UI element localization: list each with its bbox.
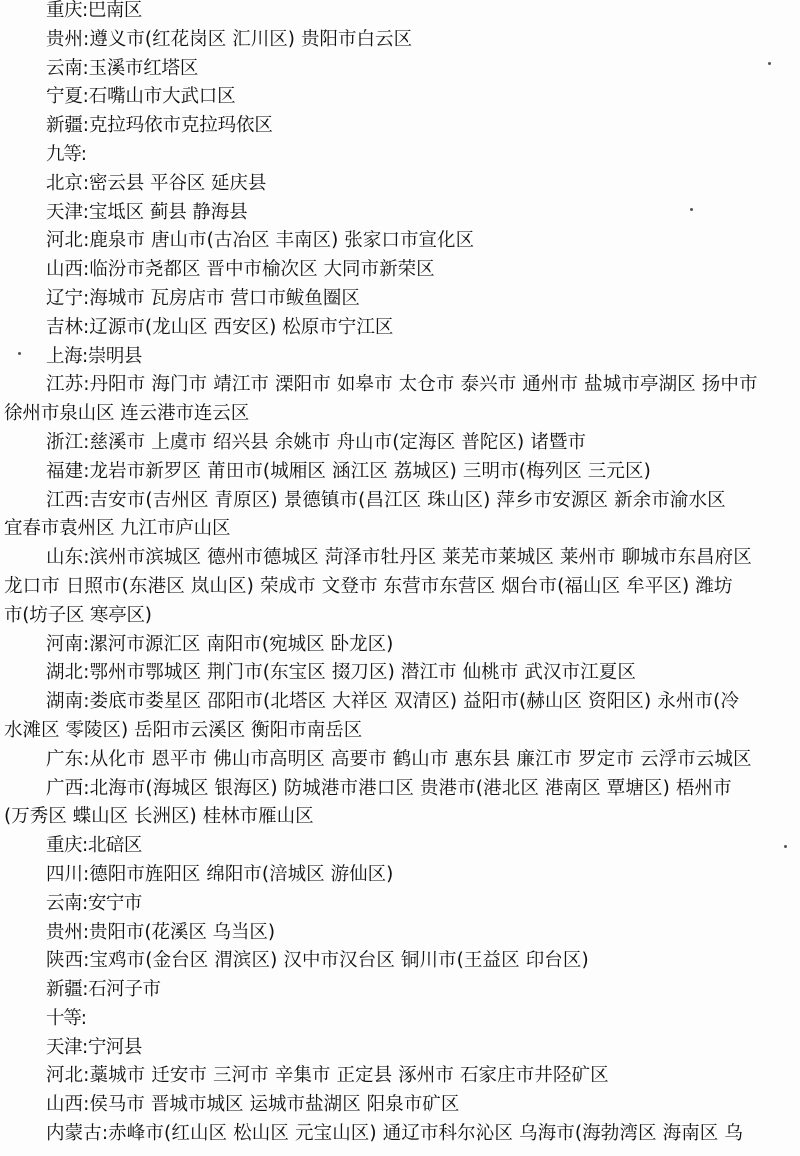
text-line: 辽宁:海城市 瓦房店市 营口市鲅鱼圈区 bbox=[46, 287, 360, 309]
scan-speck bbox=[768, 62, 771, 65]
text-line-continuation: 徐州市泉山区 连云港市连云区 bbox=[4, 403, 250, 425]
text-line: 福建:龙岩市新罗区 莆田市(城厢区 涵江区 荔城区) 三明市(梅列区 三元区) bbox=[46, 460, 651, 482]
text-line: 天津:宝坻区 蓟县 静海县 bbox=[46, 201, 248, 223]
text-line: 北京:密云县 平谷区 延庆县 bbox=[46, 172, 267, 194]
text-line: 内蒙古:赤峰市(红山区 松山区 元宝山区) 通辽市科尔沁区 乌海市(海勃湾区 海南区 乌 bbox=[46, 1123, 744, 1145]
text-line: 山西:侯马市 晋城市城区 运城市盐湖区 阳泉市矿区 bbox=[46, 1094, 460, 1116]
text-line: 山东:滨州市滨城区 德州市德城区 菏泽市牡丹区 莱芜市莱城区 莱州市 聊城市东昌府区 bbox=[46, 547, 752, 569]
text-line: 山西:临汾市尧都区 晋中市榆次区 大同市新荣区 bbox=[46, 259, 435, 281]
text-line: 云南:玉溪市红塔区 bbox=[46, 57, 199, 79]
text-line: 湖南:娄底市娄星区 邵阳市(北塔区 大祥区 双清区) 益阳市(赫山区 资阳区) 永州市(冷 bbox=[46, 691, 740, 713]
text-line: 上海:崇明县 bbox=[46, 345, 142, 367]
text-line: 浙江:慈溪市 上虞市 绍兴县 余姚市 舟山市(定海区 普陀区) 诸暨市 bbox=[46, 431, 587, 453]
text-line-continuation: 龙口市 日照市(东港区 岚山区) 荣成市 文登市 东营市东营区 烟台市(福山区 牟平区) 潍坊 bbox=[4, 575, 733, 597]
text-line: 江西:吉安市(吉州区 青原区) 景德镇市(昌江区 珠山区) 萍乡市安源区 新余市渝水区 bbox=[46, 489, 726, 511]
text-line-continuation: (万秀区 蝶山区 长洲区) 桂林市雁山区 bbox=[4, 806, 314, 828]
text-line: 湖北:鄂州市鄂城区 荆门市(东宝区 掇刀区) 潜江市 仙桃市 武汉市江夏区 bbox=[46, 662, 636, 684]
text-line: 重庆:巴南区 bbox=[46, 0, 142, 21]
text-line: 新疆:克拉玛依市克拉玛依区 bbox=[46, 115, 273, 137]
text-line: 河南:漯河市源汇区 南阳市(宛城区 卧龙区) bbox=[46, 633, 394, 655]
text-line: 十等: bbox=[46, 1007, 86, 1029]
text-line: 贵州:贵阳市(花溪区 乌当区) bbox=[46, 921, 275, 943]
text-line: 河北:鹿泉市 唐山市(古冶区 丰南区) 张家口市宣化区 bbox=[46, 230, 475, 252]
text-line: 陕西:宝鸡市(金台区 渭滨区) 汉中市汉台区 铜川市(王益区 印台区) bbox=[46, 950, 589, 972]
text-line: 江苏:丹阳市 海门市 靖江市 溧阳市 如皋市 太仓市 泰兴市 通州市 盐城市亭湖区 扬中市 bbox=[46, 374, 758, 396]
scan-speck bbox=[784, 845, 787, 848]
text-line: 广东:从化市 恩平市 佛山市高明区 高要市 鹤山市 惠东县 廉江市 罗定市 云浮市云城区 bbox=[46, 748, 752, 770]
text-line: 吉林:辽源市(龙山区 西安区) 松原市宁江区 bbox=[46, 316, 394, 338]
text-line-continuation: 市(坊子区 寒亭区) bbox=[4, 604, 152, 626]
text-line: 河北:藁城市 迁安市 三河市 辛集市 正定县 涿州市 石家庄市井陉矿区 bbox=[46, 1065, 609, 1087]
text-line-continuation: 水滩区 零陵区) 岳阳市云溪区 衡阳市南岳区 bbox=[4, 719, 363, 741]
text-line: 四川:德阳市旌阳区 绵阳市(涪城区 游仙区) bbox=[46, 863, 394, 885]
text-line: 九等: bbox=[46, 143, 86, 165]
scan-speck bbox=[18, 352, 21, 355]
text-line: 宁夏:石嘴山市大武口区 bbox=[46, 86, 236, 108]
scan-speck bbox=[690, 208, 693, 211]
text-line: 云南:安宁市 bbox=[46, 892, 142, 914]
text-line: 广西:北海市(海城区 银海区) 防城港市港口区 贵港市(港北区 港南区 覃塘区) 梧州市 bbox=[46, 777, 732, 799]
text-line: 新疆:石河子市 bbox=[46, 979, 161, 1001]
text-line: 重庆:北碚区 bbox=[46, 835, 142, 857]
text-line-continuation: 宜春市袁州区 九江市庐山区 bbox=[4, 518, 231, 540]
text-line: 天津:宁河县 bbox=[46, 1036, 142, 1058]
text-line: 贵州:遵义市(红花岗区 汇川区) 贵阳市白云区 bbox=[46, 28, 413, 50]
